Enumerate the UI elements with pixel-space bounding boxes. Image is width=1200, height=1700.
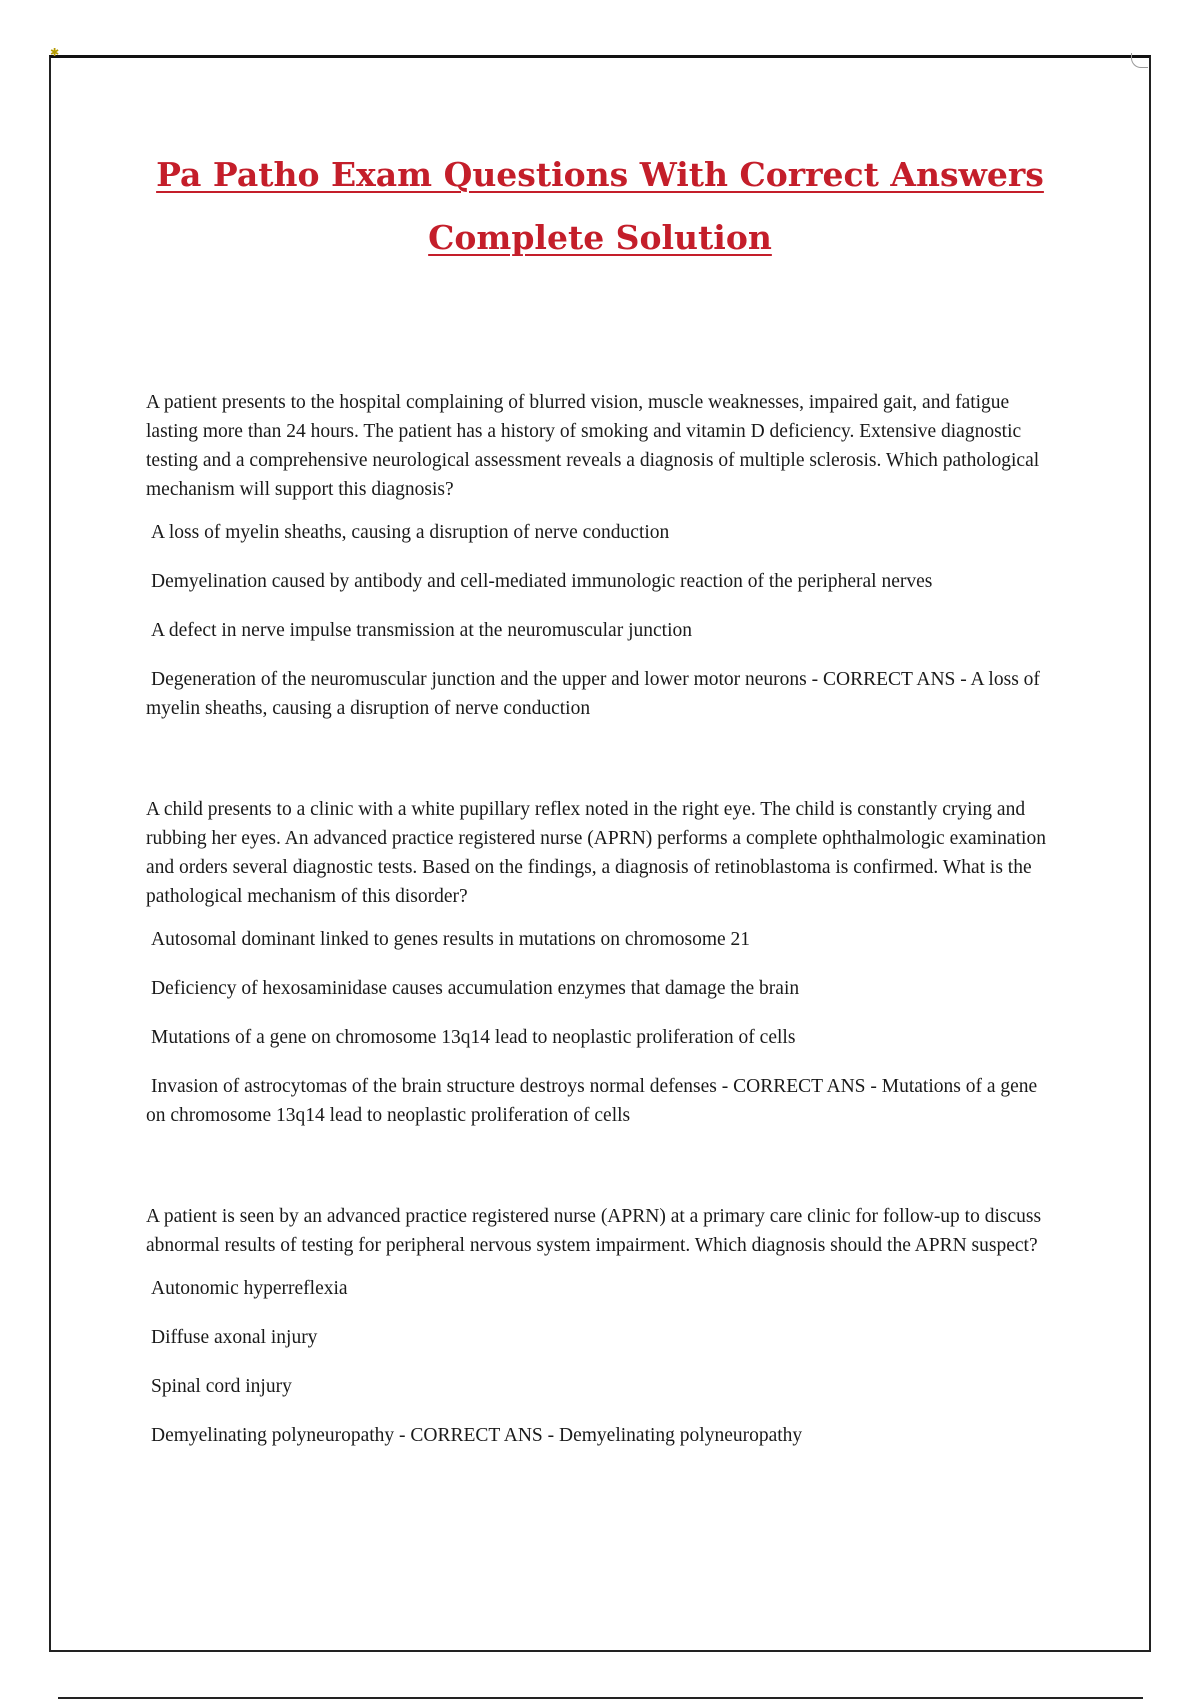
question-list <box>146 388 1056 1522</box>
bottom-divider <box>58 1697 1143 1699</box>
question-1 <box>146 388 1056 723</box>
answer-option: Demyelination caused by antibody and cell-mediated immunologic reaction of the peripheral nerves <box>151 571 933 592</box>
answer-option-with-correct-answer: Demyelinating polyneuropathy - CORRECT ANS - Demyelinating polyneuropathy <box>151 1425 803 1446</box>
answer-option: A loss of myelin sheaths, causing a disruption of nerve conduction <box>151 522 670 543</box>
answer-option: Deficiency of hexosaminidase causes accumulation enzymes that damage the brain <box>151 978 800 999</box>
question-text: A child presents to a clinic with a white pupillary reflex noted in the right eye. The child is constantly crying and rubbing her eyes. An advanced practice registered nurse (APRN) performs a complete ophthalmologic examination and orders several diagnostic tests. Based on the findings, a diagnosis of retinoblastoma is confirmed. What is the pathological mechanism of this disorder? <box>146 799 1046 907</box>
answer-option: Autonomic hyperreflexia <box>151 1278 348 1299</box>
answer-option: Autosomal dominant linked to genes results in mutations on chromosome 21 <box>151 929 751 950</box>
question-text: A patient presents to the hospital complaining of blurred vision, muscle weaknesses, impaired gait, and fatigue lasting more than 24 hours. The patient has a history of smoking and vitamin D deficiency. Extensive diagnostic testing and a comprehensive neurological assessment reveals a diagnosis of multiple sclerosis. Which pathological mechanism will support this diagnosis? <box>146 392 1040 500</box>
answer-option: Diffuse axonal injury <box>151 1327 318 1348</box>
annotation-marker-icon: ✱ <box>50 47 60 59</box>
answer-option: A defect in nerve impulse transmission at the neuromuscular junction <box>151 620 692 641</box>
title-line-2: Complete Solution <box>428 218 772 257</box>
question-3 <box>146 1202 1056 1450</box>
answer-option: Spinal cord injury <box>151 1376 292 1397</box>
document-title <box>100 143 1100 269</box>
answer-option-with-correct-answer: Degeneration of the neuromuscular junction and the upper and lower motor neurons - CORRECT ANS - A loss of myelin sheaths, causing a disruption of nerve conduction <box>146 669 1040 719</box>
answer-option-with-correct-answer: Invasion of astrocytomas of the brain structure destroys normal defenses - CORRECT ANS - Mutations of a gene on chromosome 13q14 lead to neoplastic proliferation of cells <box>146 1076 1038 1126</box>
question-text: A patient is seen by an advanced practice registered nurse (APRN) at a primary care clinic for follow-up to discuss abnormal results of testing for peripheral nervous system impairment. Which diagnosis should the APRN suspect? <box>146 1206 1042 1256</box>
question-2 <box>146 795 1056 1130</box>
title-line-1: Pa Patho Exam Questions With Correct Answers <box>156 155 1044 194</box>
answer-option: Mutations of a gene on chromosome 13q14 lead to neoplastic proliferation of cells <box>151 1027 796 1048</box>
